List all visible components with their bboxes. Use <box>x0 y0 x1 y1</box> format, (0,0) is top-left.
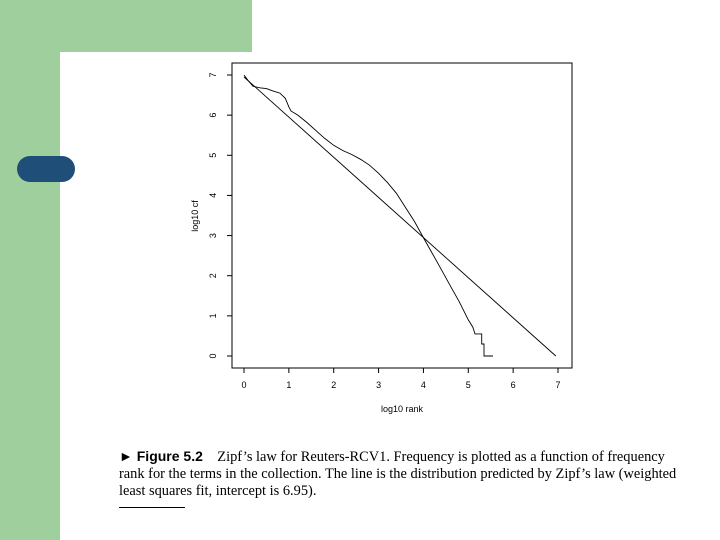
axis-ticks <box>227 75 558 373</box>
zipf-fit-line <box>244 77 556 356</box>
y-tick-label: 2 <box>208 273 218 279</box>
x-axis-label: log10 rank <box>380 404 424 414</box>
x-tick-label: 2 <box>331 380 337 390</box>
y-tick-label: 7 <box>208 72 218 78</box>
figure-label: ► Figure 5.2 <box>119 448 203 464</box>
plot-frame <box>232 63 572 368</box>
series-layer <box>244 75 556 356</box>
y-tick-label: 1 <box>208 313 218 319</box>
caption-text: Zipf’s law for Reuters-RCV1. Frequency is plotted as a function of frequency rank for the terms in the collection. The line is the distribution predicted by Zipf’s law (weighted least squares fit, intercept is 6.95). <box>119 449 677 499</box>
y-tick-label: 0 <box>208 353 218 359</box>
x-tick-label: 1 <box>286 380 292 390</box>
x-tick-label: 0 <box>241 380 247 390</box>
y-tick-label: 6 <box>208 112 218 118</box>
x-tick-label: 4 <box>420 380 426 390</box>
caption-rule <box>119 507 185 508</box>
y-axis-label: log10 cf <box>190 200 200 232</box>
tick-labels <box>208 72 561 390</box>
x-tick-label: 3 <box>376 380 382 390</box>
y-tick-label: 5 <box>208 152 218 158</box>
y-tick-label: 3 <box>208 233 218 239</box>
x-tick-label: 5 <box>465 380 471 390</box>
x-tick-label: 6 <box>510 380 516 390</box>
y-tick-label: 4 <box>208 192 218 198</box>
observed-frequency-curve <box>244 75 493 356</box>
figure-caption <box>119 448 679 500</box>
x-tick-label: 7 <box>555 380 561 390</box>
